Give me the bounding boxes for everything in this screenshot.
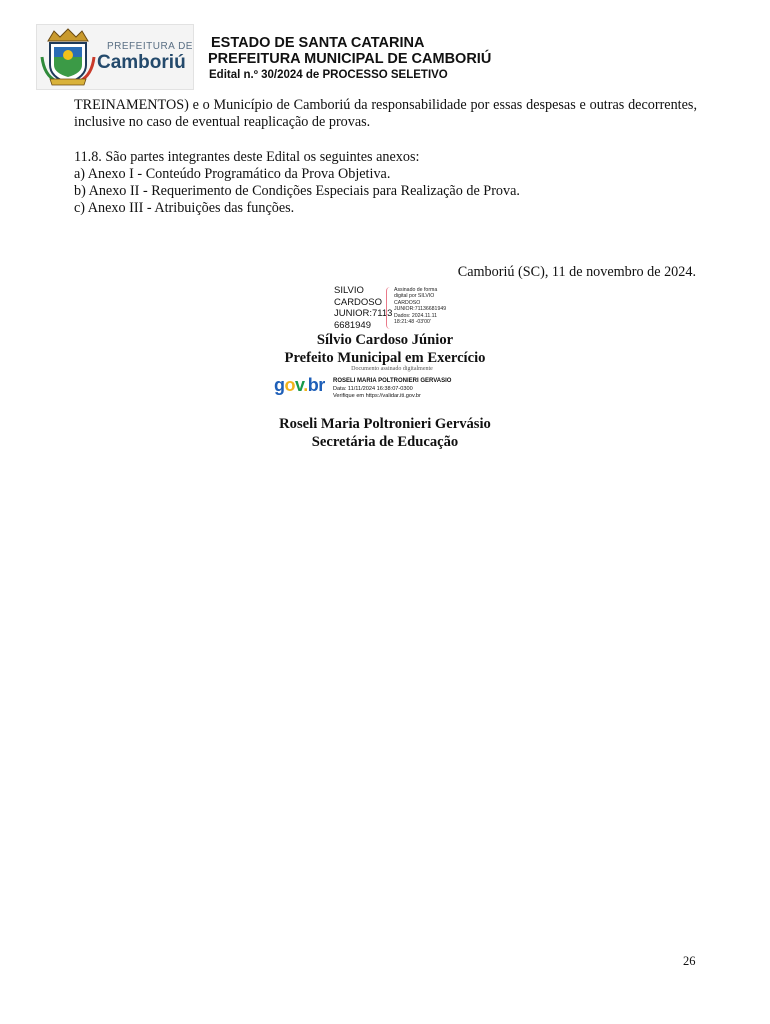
govbr-letter: o <box>284 375 295 395</box>
signature-info-line: CARDOSO <box>394 299 421 306</box>
govbr-letter: . <box>303 375 308 395</box>
signature-name-line: CARDOSO <box>334 296 383 308</box>
signature-info-line: Dados: 2024.11.11 <box>394 312 438 319</box>
paragraph-continuation: TREINAMENTOS) e o Município de Camboriú da responsabilidade por essas despesas e outras decorrentes, inclusive no caso de eventual reaplicação de provas. <box>74 97 697 130</box>
govbr-verify-link: Verifique em https://validar.iti.gov.br <box>333 393 421 400</box>
signature-name-line: SILVIO <box>334 285 364 296</box>
page-number: 26 <box>683 954 696 968</box>
place-date: Camboriú (SC), 11 de novembro de 2024. <box>457 264 696 280</box>
signer1-name: Sílvio Cardoso Júnior <box>316 332 454 348</box>
edital-title: Edital n.º 30/2024 de PROCESSO SELETIVO <box>209 69 448 81</box>
signer1-block <box>0 332 770 367</box>
signature-info-line: digital por SILVIO <box>394 293 435 300</box>
municipality-name: PREFEITURA MUNICIPAL DE CAMBORIÚ <box>208 51 492 67</box>
govbr-info <box>333 378 451 401</box>
digital-signature-stamp <box>334 285 464 333</box>
coat-of-arms-icon <box>40 27 96 89</box>
signer2-title: Secretária de Educação <box>311 433 459 450</box>
govbr-caption: Documento assinado digitalmente <box>351 366 433 372</box>
signature-info-line: JUNIOR:71136681949 <box>394 306 447 313</box>
signature-info-line: 18:21:48 -03'00' <box>394 319 431 326</box>
signature-name-line: 6681949 <box>334 319 371 331</box>
annex-list <box>74 149 697 217</box>
state-name: ESTADO DE SANTA CATARINA <box>211 35 425 51</box>
annex-item: b) Anexo II - Requerimento de Condições Especiais para Realização de Prova. <box>74 183 520 199</box>
govbr-letter: v <box>295 375 304 395</box>
govbr-logo <box>274 375 325 396</box>
signature-info-line: Assinado de forma <box>394 287 438 293</box>
annex-item: c) Anexo III - Atribuições das funções. <box>74 200 295 216</box>
logo-big-text: Camboriú <box>97 52 186 73</box>
logo-small-text: PREFEITURA DE <box>107 41 193 52</box>
signature-name-line: JUNIOR:7113 <box>334 308 393 319</box>
govbr-signature-stamp <box>274 366 514 406</box>
signature-divider <box>386 287 391 329</box>
signer2-name: Roseli Maria Poltronieri Gervásio <box>279 416 491 432</box>
annex-intro: 11.8. São partes integrantes deste Edital os seguintes anexos: <box>74 149 420 165</box>
annex-item: a) Anexo I - Conteúdo Programático da Prova Objetiva. <box>74 166 391 182</box>
signature-info-block <box>394 287 446 325</box>
signature-name-block <box>334 285 392 331</box>
govbr-letter: g <box>274 375 285 395</box>
govbr-letter: br <box>307 375 325 395</box>
page-header <box>36 24 736 92</box>
govbr-signer: ROSELI MARIA POLTRONIERI GERVASIO <box>333 378 452 384</box>
govbr-date: Data: 11/11/2024 16:38:07-0300 <box>333 385 413 392</box>
prefeitura-logo <box>36 24 194 90</box>
header-titles <box>208 35 491 82</box>
signer2-block <box>0 416 770 451</box>
signer1-title: Prefeito Municipal em Exercício <box>284 349 486 366</box>
